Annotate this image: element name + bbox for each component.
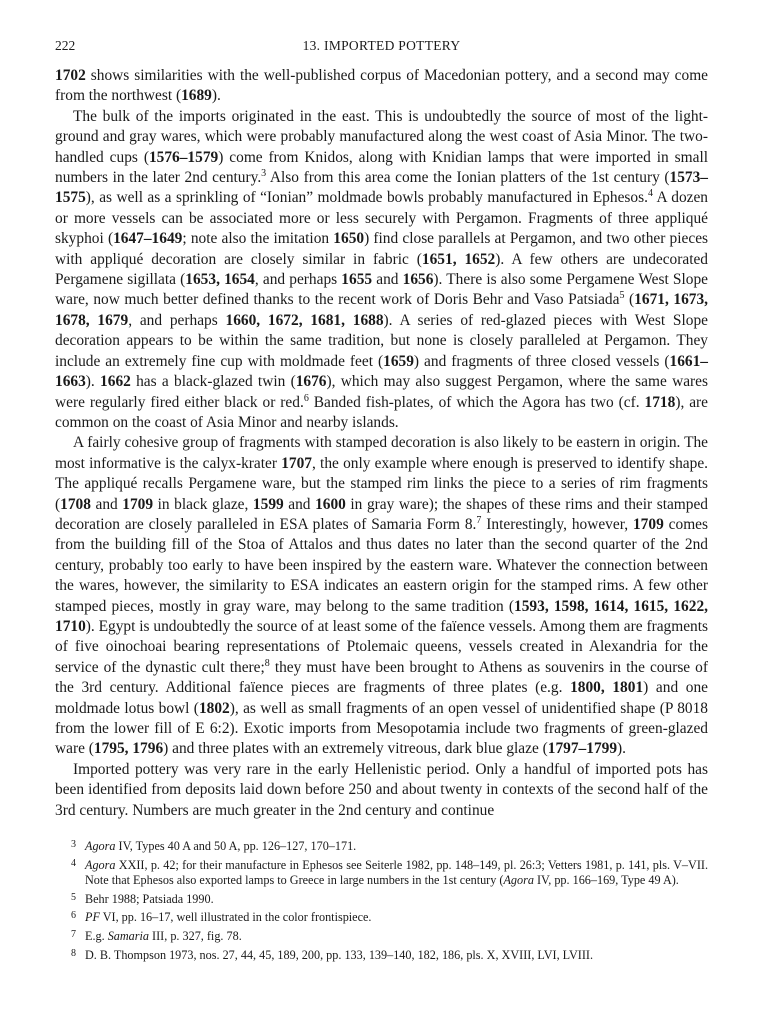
text-run: The bulk of the imports originated in the east. This is undoubtedly the source of most of the light-ground and gray wares, which were probably manufactured along the west coast of Asia Minor. The two-handled cups (	[55, 107, 708, 166]
text-run: IV, pp. 166–169, Type 49 A).	[533, 873, 679, 888]
text-run: ) and three plates with an extremely vitreous, dark blue glaze (	[163, 740, 548, 758]
text-run: ).	[211, 87, 221, 105]
footnote-ref: 3	[261, 167, 267, 179]
footnotes	[55, 837, 708, 963]
text-run: ). There is also some Pergamene West Slope ware, now much better defined thanks to the recent work of Doris Behr and Vaso Patsiada	[55, 271, 708, 309]
text-run: Also from this area come the Ionian platters of the 1st century (	[266, 169, 670, 187]
catalogue-ref: 1647–1649	[113, 230, 183, 248]
text-run: A dozen or more vessels can be associated more or less securely with Pergamon. Fragments of three appliqué skyphoi (	[55, 189, 708, 248]
footnote-ref: 4	[647, 188, 653, 200]
catalogue-ref: 1653, 1654	[185, 271, 255, 289]
catalogue-ref: 1655	[341, 271, 373, 289]
text-run: ) and one moldmade lotus bowl (	[55, 679, 709, 717]
catalogue-ref: 1593, 1598, 1614, 1615, 1622, 1710	[55, 597, 708, 635]
text-run: E.g.	[85, 929, 108, 943]
text-run: Imported pottery was very rare in the early Hellenistic period. Only a handful of imported pots has been identified from deposits laid down before 250 and about twenty in contexts of the second half of the 3rd century. Numbers are much greater in the 2nd century and continue	[55, 760, 708, 819]
catalogue-ref: 1573–1575	[55, 169, 708, 207]
catalogue-ref: 1702	[55, 67, 86, 84]
page	[55, 38, 708, 964]
catalogue-ref: 1718	[644, 393, 676, 411]
text-run: ). A series of red-glazed pieces with West Slope decoration appears to be within the same tradition, but none is closely paralleled at Pergamon. They include an extremely fine cup with moldmade feet (	[55, 311, 708, 370]
publication-title: Samaria	[107, 929, 149, 943]
catalogue-ref: 1671, 1673, 1678, 1679	[55, 291, 708, 329]
catalogue-ref: 1662	[100, 373, 131, 391]
page-header	[55, 38, 708, 62]
body-text	[55, 66, 708, 821]
footnote	[55, 927, 708, 945]
text-run: , and perhaps	[254, 271, 342, 289]
text-run: ), are common on the coast of Asia Minor and nearby islands.	[55, 393, 709, 431]
text-run: they must have been brought to Athens as souvenirs in the course of the 3rd century. Additional faïence pieces are fragments of three plates (e.g.	[55, 658, 708, 697]
footnote-ref: 7	[476, 514, 482, 526]
catalogue-ref: 1599	[252, 495, 284, 513]
text-run: in black glaze,	[153, 495, 253, 513]
footnote-number: 6	[71, 910, 76, 922]
catalogue-ref: 1708	[60, 495, 91, 513]
catalogue-ref: 1676	[295, 373, 327, 391]
catalogue-ref: 1650	[333, 230, 365, 248]
text-run: ). Egypt is undoubtedly the source of at least some of the faïence vessels. Among them are fragments of five oinochoai bearing representations of Ptolemaic queens, vessels created in Alexandria for the service of the dynastic cult there;	[55, 617, 708, 676]
text-run: shows similarities with the well-published corpus of Macedonian pottery, and a second may come from the northwest (	[55, 67, 708, 105]
text-run: and	[90, 495, 123, 513]
text-run: ).	[617, 740, 627, 758]
footnote-ref: 8	[264, 657, 270, 669]
catalogue-ref: 1600	[315, 495, 346, 513]
text-run: VI, pp. 16–17, well illustrated in the color frontispiece.	[99, 910, 372, 925]
text-run: ), as well as a sprinkling of “Ionian” moldmade bowls probably manufactured in Ephesos.	[85, 189, 648, 207]
text-run: ) find close parallels at Pergamon, and two other pieces with appliqué decoration are closely similar in fabric (	[55, 230, 709, 268]
publication-title: Agora	[503, 873, 534, 888]
catalogue-ref: 1651, 1652	[421, 250, 496, 268]
footnote-ref: 5	[619, 290, 625, 302]
text-run: Behr 1988; Patsiada 1990.	[85, 891, 214, 906]
footnote	[55, 856, 708, 889]
footnote	[55, 890, 708, 908]
footnote-number: 8	[71, 947, 76, 959]
text-run: comes from the building fill of the Stoa of Attalos and thus dates no later than the second quarter of the 2nd century, probably too early to have been inspired by the eastern ware. Whatever the connection between the wares, however, the similarity to ESA indicates an eastern origin for the stamped rims. A few other stamped pieces, mostly in gray ware, may belong to the same tradition (	[55, 515, 708, 615]
catalogue-ref: 1709	[632, 515, 664, 533]
text-run: IV, Types 40 A and 50 A, pp. 126–127, 170–171.	[115, 839, 357, 854]
text-run: ), which may also suggest Pergamon, where the same wares were regularly fired either black or red.	[55, 373, 708, 411]
paragraph	[55, 66, 708, 107]
catalogue-ref: 1661–1663	[55, 352, 708, 391]
catalogue-ref: 1656	[402, 271, 434, 289]
footnote-number: 4	[71, 857, 76, 869]
text-run: XXII, p. 42; for their manufacture in Ephesos see Seiterle 1982, pp. 148–149, pl. 26:3; Vetters 1981, p. 141, pls. V–VII. Note that Ephesos also exported lamps to Greece in large numbers in the 1st century (	[85, 857, 708, 888]
page-number: 222	[55, 38, 76, 53]
footnote-number: 7	[71, 929, 76, 940]
text-run: ; note also the imitation	[182, 230, 334, 248]
text-run: and	[283, 495, 316, 513]
catalogue-ref: 1659	[383, 352, 414, 370]
text-run: and	[372, 271, 403, 289]
publication-title: PF	[85, 910, 100, 925]
catalogue-ref: 1802	[198, 699, 230, 717]
text-run: A fairly cohesive group of fragments with stamped decoration is also likely to be eastern in origin. The most informative is the calyx-krater	[55, 434, 708, 472]
text-run: ).	[85, 373, 101, 391]
text-run: in gray ware); the shapes of these rims and their stamped decoration are closely paralleled in ESA plates of Samaria Form 8.	[55, 495, 708, 533]
text-run: has a black-glazed twin (	[130, 373, 296, 391]
text-run: Interestingly, however,	[481, 515, 633, 533]
footnote	[55, 908, 708, 926]
catalogue-ref: 1660, 1672, 1681, 1688	[225, 311, 384, 329]
catalogue-ref: 1800, 1801	[570, 679, 644, 697]
catalogue-ref: 1576–1579	[148, 148, 219, 166]
text-run: , the only example where enough is preserved to identify shape. The appliqué recalls Pergamene ware, but the stamped rim links the piece to a series of rim fragments (	[55, 454, 709, 513]
text-run: ), as well as small fragments of an open vessel of unidentified shape (P 8018 from the lower fill of E 6:2). Exotic imports from Mesopotamia include two fragments of green-glazed ware (	[55, 699, 708, 758]
running-head: 13. IMPORTED POTTERY	[302, 38, 461, 53]
footnote-ref: 6	[303, 392, 309, 404]
footnote-number: 3	[71, 839, 76, 851]
paragraph	[55, 107, 708, 434]
publication-title: Agora	[85, 839, 116, 854]
paragraph	[55, 433, 708, 760]
text-run: III, p. 327, fig. 78.	[149, 929, 242, 943]
text-run: (	[624, 291, 635, 309]
text-run: D. B. Thompson 1973, nos. 27, 44, 45, 189, 200, pp. 133, 139–140, 182, 186, pls. X, XVIII, LVI, LVIII.	[85, 947, 594, 962]
footnote-number: 5	[71, 891, 76, 903]
text-run: , and perhaps	[128, 311, 226, 329]
text-run: ). A few others are undecorated Pergamene sigillata (	[55, 250, 709, 289]
catalogue-ref: 1797–1799	[547, 740, 618, 758]
catalogue-ref: 1689	[181, 87, 212, 105]
publication-title: Agora	[85, 857, 116, 872]
footnote	[55, 837, 708, 855]
paragraph	[55, 760, 708, 821]
footnote	[55, 946, 708, 964]
catalogue-ref: 1707	[281, 454, 312, 472]
catalogue-ref: 1709	[122, 495, 154, 513]
text-run: ) come from Knidos, along with Knidian lamps that were imported in small numbers in the later 2nd century.	[55, 148, 708, 187]
text-run: Banded fish-plates, of which the Agora has two (cf.	[308, 393, 645, 411]
catalogue-ref: 1795, 1796	[93, 740, 164, 758]
text-run: ) and fragments of three closed vessels (	[413, 352, 670, 370]
